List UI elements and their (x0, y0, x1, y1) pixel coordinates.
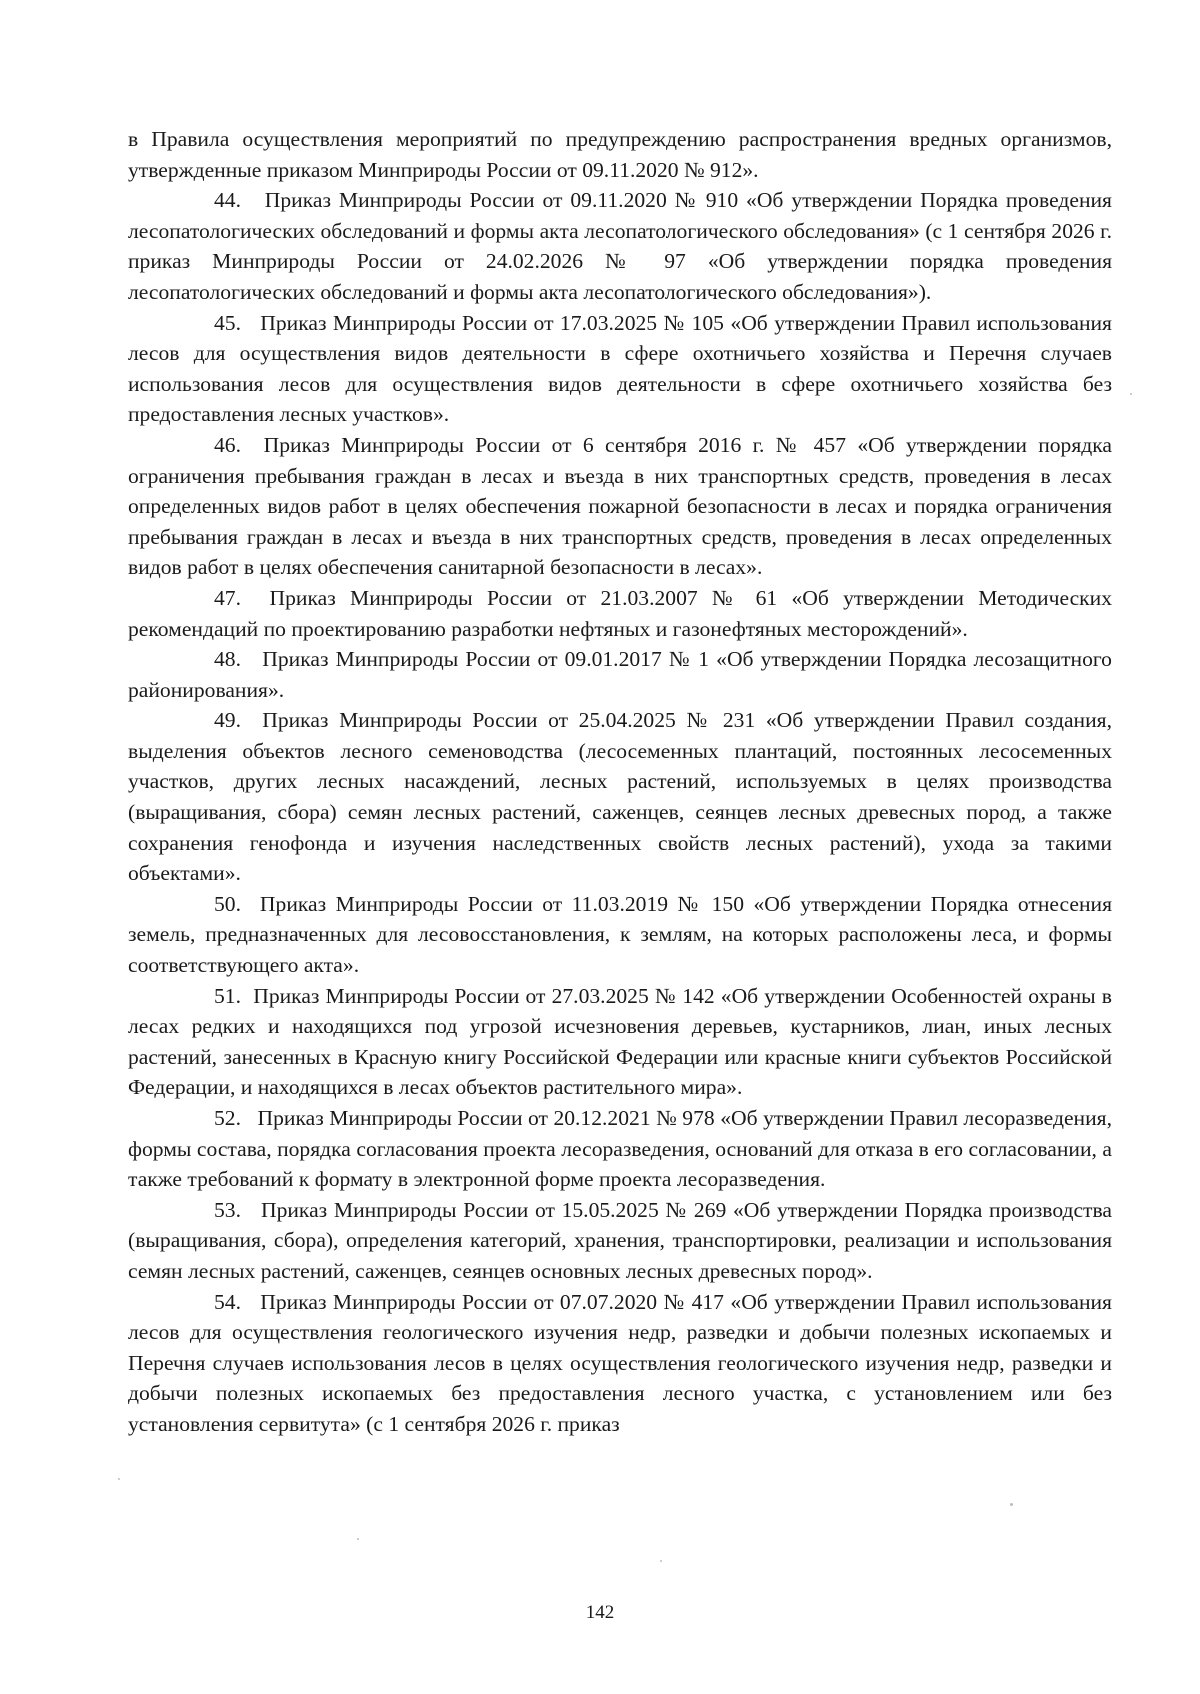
list-item (128, 308, 1112, 430)
page-number: 142 (585, 1602, 615, 1623)
list-item (128, 1103, 1112, 1195)
item-number: 45. (214, 310, 241, 335)
scan-speck (660, 1560, 662, 1562)
list-item (128, 889, 1112, 981)
item-text: Приказ Минприроды России от 09.01.2017 № 1 «Об утверждении Порядка лесозащитного районирования». (128, 647, 1112, 702)
list-item (128, 1195, 1112, 1287)
document-body (128, 124, 1112, 1440)
list-item (128, 1287, 1112, 1440)
item-text: Приказ Минприроды России от 11.03.2019 № 150 «Об утверждении Порядка отнесения земель, предназначенных для лесовосстановления, к землям, на которых расположены леса, и формы соответствующего акта». (128, 891, 1113, 978)
list-item (128, 981, 1112, 1103)
list-item (128, 705, 1112, 889)
item-text: Приказ Минприроды России от 25.04.2025 № 231 «Об утверждении Правил создания, выделения объектов лесного семеноводства (лесосеменных плантаций, постоянных лесосеменных участков, других лесных насаждений, лесных растений, используемых в целях производства (выращивания, сбора) семян лесных растений, саженцев, сеянцев лесных древесных пород, а также сохранения генофонда и изучения наследственных свойств лесных растений), ухода за такими объектами». (128, 708, 1112, 886)
scan-speck (118, 1478, 120, 1480)
item-number: 48. (214, 647, 241, 672)
item-number: 50. (214, 891, 241, 916)
item-text: Приказ Минприроды России от 27.03.2025 № 142 «Об утверждении Особенностей охраны в лесах редких и находящихся под угрозой исчезновения деревьев, кустарников, лиан, иных лесных растений, занесенных в Красную книгу Российской Федерации или красные книги субъектов Российской Федерации, и находящихся в лесах объектов растительного мира». (128, 983, 1112, 1100)
scan-speck (1130, 393, 1132, 395)
item-number: 47. (214, 585, 241, 610)
item-text: Приказ Минприроды России от 6 сентября 2016 г. № 457 «Об утверждении порядка ограничения пребывания граждан в лесах и въезда в них транспортных средств, проведения в лесах определенных видов работ в целях обеспечения пожарной безопасности в лесах и порядка ограничения пребывания граждан в лесах и въезда в них транспортных средств, проведения в лесах определенных видов работ в целях обеспечения санитарной безопасности в лесах». (128, 432, 1113, 580)
list-item (128, 644, 1112, 705)
item-number: 52. (214, 1106, 241, 1130)
item-text: Приказ Минприроды России от 21.03.2007 № 61 «Об утверждении Методических рекомендаций по проектированию разработки нефтяных и газонефтяных месторождений». (128, 585, 1113, 641)
item-text: Приказ Минприроды России от 20.12.2021 № 978 «Об утверждении Правил лесоразведения, формы состава, порядка согласования проекта лесоразведения, оснований для отказа в его согласовании, а также требований к формату в электронной форме проекта лесоразведения. (128, 1106, 1112, 1192)
item-text: Приказ Минприроды России от 09.11.2020 № 910 «Об утверждении Порядка проведения лесопатологических обследований и формы акта лесопатологического обследования» (с 1 сентября 2026 г. приказ Минприроды России от 24.02.2026 № 97 «Об утверждении порядка проведения лесопатологических обследований и формы акта лесопатологического обследования»). (128, 188, 1112, 304)
list-item (128, 583, 1112, 644)
item-number: 54. (214, 1289, 241, 1314)
item-number: 51. (214, 983, 241, 1008)
item-number: 46. (214, 432, 241, 457)
item-text: Приказ Минприроды России от 15.05.2025 № 269 «Об утверждении Порядка производства (выращивания, сбора), определения категорий, хранения, транспортировки, реализации и использования семян лесных растений, саженцев, сеянцев основных лесных древесных пород». (128, 1197, 1112, 1283)
list-item (128, 185, 1112, 307)
item-text: Приказ Минприроды России от 17.03.2025 № 105 «Об утверждении Правил использования лесов для осуществления видов деятельности в сфере охотничьего хозяйства и Перечня случаев использования лесов для осуществления видов деятельности в сфере охотничьего хозяйства без предоставления лесных участков». (128, 310, 1112, 427)
scan-speck (357, 1538, 359, 1540)
item-text: Приказ Минприроды России от 07.07.2020 № 417 «Об утверждении Правил использования лесов для осуществления геологического изучения недр, разведки и добычи полезных ископаемых и Перечня случаев использования лесов в целях осуществления геологического изучения недр, разведки и добычи полезных ископаемых без предоставления лесного участка, с установлением или без установления сервитута» (с 1 сентября 2026 г. приказ (128, 1289, 1112, 1436)
scan-speck (1010, 1503, 1013, 1506)
item-number: 49. (214, 708, 241, 733)
list-item (128, 430, 1112, 583)
item-number: 44. (214, 188, 241, 213)
item-number: 53. (214, 1197, 241, 1222)
continuation-paragraph: в Правила осуществления мероприятий по предупреждению распространения вредных организмов, утвержденные приказом Минприроды России от 09.11.2020 № 912». (128, 127, 1112, 182)
